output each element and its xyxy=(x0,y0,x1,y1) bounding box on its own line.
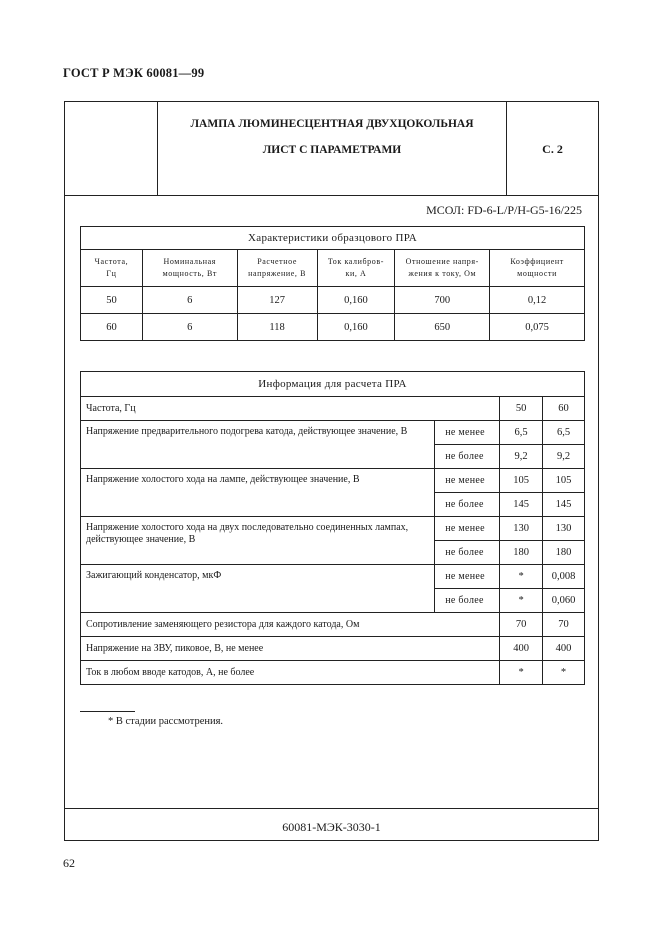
resistor-label: Сопротивление заменяющего резистора для каждого катода, Ом xyxy=(81,613,500,637)
column-header-frequency: Частота, Гц xyxy=(81,250,143,287)
table-cell: * xyxy=(543,661,585,685)
footnote: * В стадии рассмотрения. xyxy=(108,716,224,727)
min-label: не менее xyxy=(435,517,500,541)
column-header-ratio: Отношение напря- жения к току, Ом xyxy=(395,250,490,287)
table-cell: 130 xyxy=(500,517,543,541)
max-label: не более xyxy=(435,445,500,469)
column-header-power-factor: Коэффициент мощности xyxy=(490,250,585,287)
table-cell: * xyxy=(500,589,543,613)
table-cell: 6 xyxy=(142,287,237,314)
table-cell: 70 xyxy=(543,613,585,637)
table-row xyxy=(81,565,585,589)
header-left-cell xyxy=(65,102,158,196)
table-cell: 400 xyxy=(543,637,585,661)
preheat-voltage-label: Напряжение предварительного подогрева катода, действующее значение, В xyxy=(81,421,435,469)
min-label: не менее xyxy=(435,421,500,445)
msol-designation: МСОЛ: FD-6-L/P/H-G5-16/225 xyxy=(426,203,582,217)
column-header-power: Номинальная мощность, Вт xyxy=(142,250,237,287)
max-label: не более xyxy=(435,541,500,565)
table-cell: 60 xyxy=(81,314,143,341)
table-cell: * xyxy=(500,565,543,589)
table-cell: 50 xyxy=(81,287,143,314)
table-cell: 180 xyxy=(543,541,585,565)
header-page-cell xyxy=(506,102,598,196)
table-cell: * xyxy=(500,661,543,685)
starter-voltage-label: Напряжение на ЗВУ, пиковое, В, не менее xyxy=(81,637,500,661)
table-cell: 105 xyxy=(543,469,585,493)
min-label: не менее xyxy=(435,565,500,589)
table-cell: 130 xyxy=(543,517,585,541)
max-label: не более xyxy=(435,589,500,613)
table-cell: 6,5 xyxy=(543,421,585,445)
table-row xyxy=(81,421,585,445)
table-cell: 145 xyxy=(543,493,585,517)
sheet-code: 60081-МЭК-3030-1 xyxy=(282,820,381,834)
max-label: не более xyxy=(435,493,500,517)
column-header-current: Ток калибров- ки, А xyxy=(317,250,395,287)
open-circuit-voltage-label: Напряжение холостого хода на лампе, действующее значение, В xyxy=(81,469,435,517)
table-cell: 650 xyxy=(395,314,490,341)
table-row xyxy=(81,314,585,341)
table-cell: 70 xyxy=(500,613,543,637)
sheet-frame xyxy=(64,101,599,841)
table-cell: 0,075 xyxy=(490,314,585,341)
table-cell: 9,2 xyxy=(543,445,585,469)
table-row xyxy=(81,469,585,493)
min-label: не менее xyxy=(435,469,500,493)
table-row xyxy=(81,517,585,541)
document-code: ГОСТ Р МЭК 60081—99 xyxy=(63,66,205,80)
table-cell: 700 xyxy=(395,287,490,314)
table-row xyxy=(81,637,585,661)
table-cell: 145 xyxy=(500,493,543,517)
cathode-current-label: Ток в любом вводе катодов, А, не более xyxy=(81,661,500,685)
ballast-design-table xyxy=(80,371,585,685)
table-cell: 105 xyxy=(500,469,543,493)
sheet-page-label: С. 2 xyxy=(542,142,563,156)
column-header-voltage: Расчетное напряжение, В xyxy=(237,250,317,287)
table-cell: 0,160 xyxy=(317,287,395,314)
table-cell: 6,5 xyxy=(500,421,543,445)
table-row xyxy=(81,613,585,637)
bottom-divider xyxy=(65,808,598,809)
table-cell: 0,160 xyxy=(317,314,395,341)
frequency-60: 60 xyxy=(543,397,585,421)
sheet-subtitle: ЛИСТ С ПАРАМЕТРАМИ xyxy=(262,144,402,156)
table-row xyxy=(81,397,585,421)
table-cell: 0,008 xyxy=(543,565,585,589)
capacitor-label: Зажигающий конденсатор, мкФ xyxy=(81,565,435,613)
table-row xyxy=(81,661,585,685)
header-title-cell xyxy=(158,102,506,196)
table-cell: 180 xyxy=(500,541,543,565)
sheet-title: ЛАМПА ЛЮМИНЕСЦЕНТНАЯ ДВУХЦОКОЛЬНАЯ xyxy=(190,118,474,130)
frequency-label: Частота, Гц xyxy=(81,397,500,421)
ballast-design-caption: Информация для расчета ПРА xyxy=(81,372,585,397)
table-cell: 127 xyxy=(237,287,317,314)
series-open-circuit-voltage-label: Напряжение холостого хода на двух последовательно соединенных лампах, действующее значение, В xyxy=(81,517,435,565)
table-cell: 9,2 xyxy=(500,445,543,469)
table-cell: 0,060 xyxy=(543,589,585,613)
footnote-divider xyxy=(80,711,135,712)
table-cell: 118 xyxy=(237,314,317,341)
reference-ballast-caption: Характеристики образцового ПРА xyxy=(81,227,585,250)
frequency-50: 50 xyxy=(500,397,543,421)
table-row xyxy=(81,287,585,314)
table-cell: 400 xyxy=(500,637,543,661)
page-number: 62 xyxy=(63,856,75,870)
reference-ballast-table xyxy=(80,226,585,341)
table-cell: 6 xyxy=(142,314,237,341)
table-cell: 0,12 xyxy=(490,287,585,314)
